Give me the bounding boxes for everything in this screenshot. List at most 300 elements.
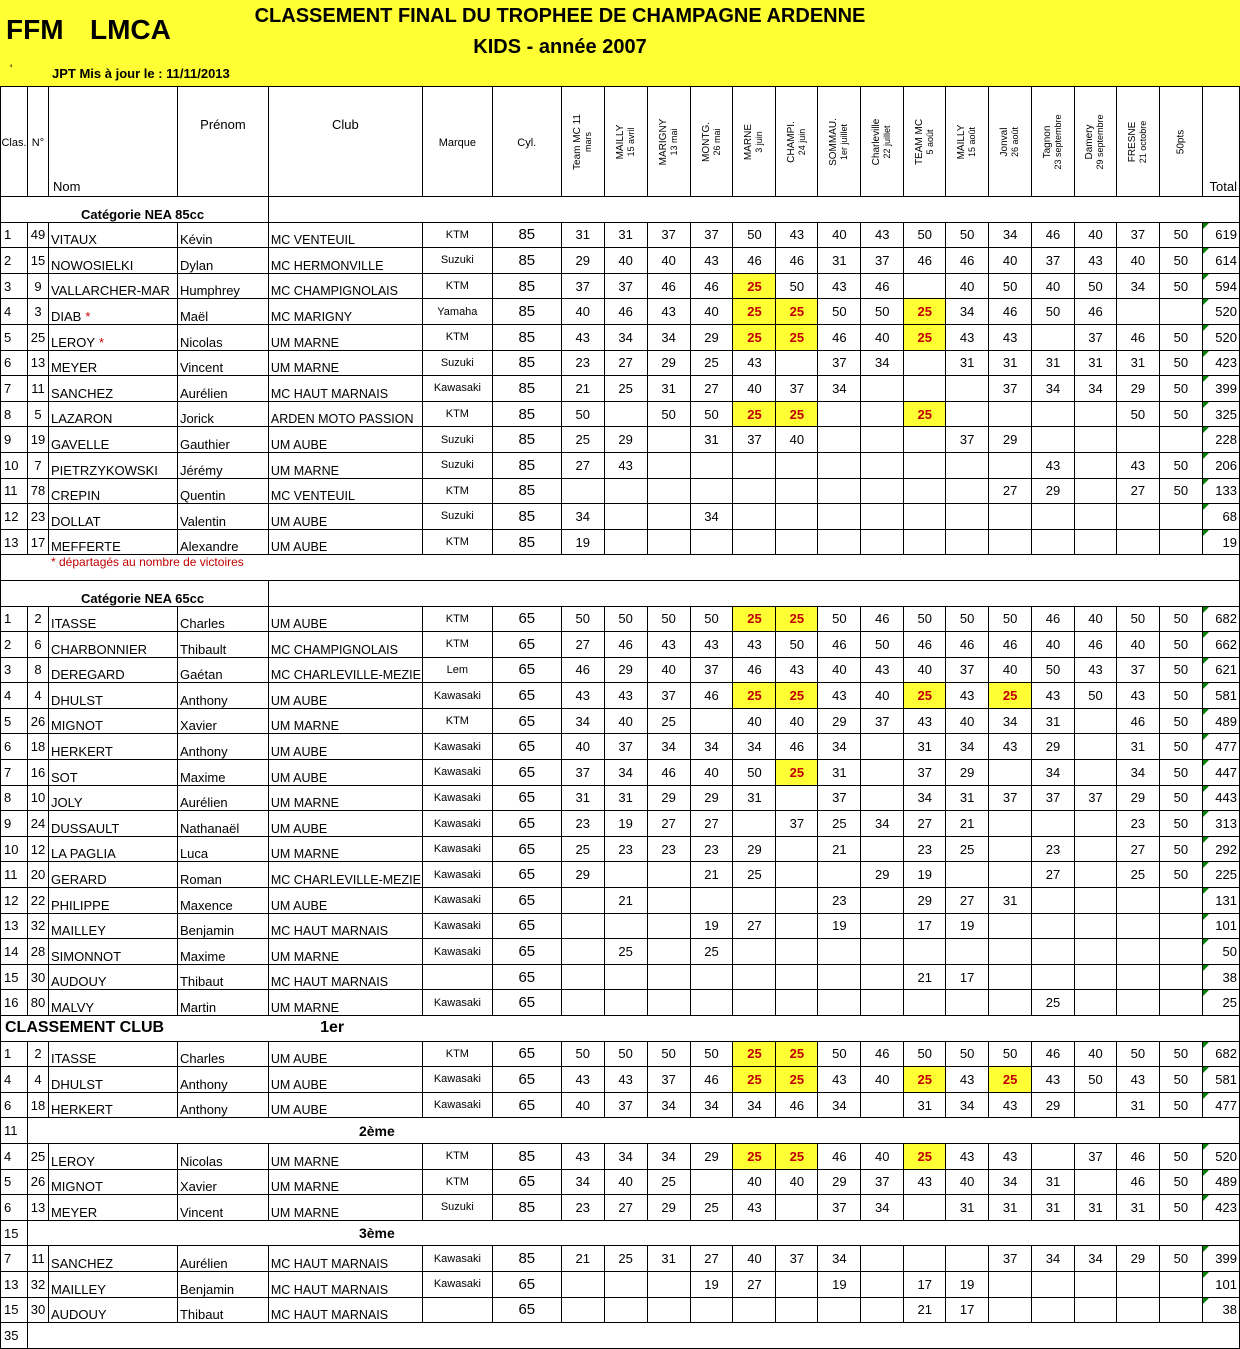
cyl-cell: 85 <box>492 350 561 376</box>
number-cell: 26 <box>27 1169 48 1195</box>
score-cell: 50 <box>690 606 733 632</box>
name-cell <box>48 273 177 299</box>
score-cell: 50 <box>1032 299 1075 325</box>
rider-name: GAVELLE <box>50 436 110 452</box>
score-cell: 34 <box>818 376 861 402</box>
score-cell: 25 <box>776 401 818 427</box>
total-value: 682 <box>1215 611 1237 627</box>
score-cell <box>647 1271 690 1297</box>
score-cell: 31 <box>1032 1195 1075 1221</box>
name-cell <box>48 811 177 837</box>
total-value: 313 <box>1215 816 1237 832</box>
score-cell: 50 <box>1159 1246 1202 1272</box>
total-value: 325 <box>1215 406 1237 422</box>
firstname-cell: Maxime <box>177 760 268 786</box>
flag-icon <box>1203 1298 1209 1304</box>
score-cell: 50 <box>1159 1169 1202 1195</box>
flag-icon <box>1203 888 1209 894</box>
score-cell: 46 <box>647 760 690 786</box>
brand-cell: Yamaha <box>422 299 492 325</box>
score-cell <box>1074 1297 1116 1323</box>
name-cell <box>48 427 177 453</box>
score-cell: 25 <box>776 1067 818 1093</box>
rider-name: DUSSAULT <box>50 820 120 836</box>
table-row <box>1 913 1240 939</box>
firstname-cell: Maxence <box>177 888 268 914</box>
score-cell: 19 <box>818 1271 861 1297</box>
score-cell: 40 <box>1074 222 1116 248</box>
score-cell: 50 <box>904 222 946 248</box>
score-cell: 29 <box>989 427 1032 453</box>
col-event-15: 50pts <box>1159 87 1202 197</box>
score-cell <box>946 376 989 402</box>
score-cell: 25 <box>776 683 818 709</box>
score-cell: 34 <box>861 350 904 376</box>
score-cell: 50 <box>1116 401 1159 427</box>
score-cell: 50 <box>1159 1143 1202 1169</box>
category-row <box>1 197 1240 223</box>
score-cell: 40 <box>733 708 776 734</box>
score-cell: 37 <box>989 376 1032 402</box>
rider-name: CHARBONNIER <box>50 641 148 657</box>
score-cell <box>647 888 690 914</box>
score-cell: 25 <box>733 862 776 888</box>
score-cell <box>733 888 776 914</box>
total-cell <box>1202 1271 1239 1297</box>
score-cell <box>904 1195 946 1221</box>
score-cell: 34 <box>818 1092 861 1118</box>
number-cell: 19 <box>27 427 48 453</box>
col-event-10: MAILLY 15 août <box>946 87 989 197</box>
number-cell: 32 <box>27 913 48 939</box>
total-cell <box>1202 913 1239 939</box>
score-cell: 50 <box>818 299 861 325</box>
score-cell <box>647 427 690 453</box>
score-cell <box>776 478 818 504</box>
score-cell <box>1032 401 1075 427</box>
cyl-cell: 65 <box>492 683 561 709</box>
score-cell: 34 <box>946 1092 989 1118</box>
score-cell: 29 <box>1116 785 1159 811</box>
firstname-cell: Xavier <box>177 708 268 734</box>
col-clas: Clas. <box>1 87 28 197</box>
score-cell <box>1074 862 1116 888</box>
cyl-cell: 65 <box>492 785 561 811</box>
number-cell: 49 <box>27 222 48 248</box>
rank-cell: 1 <box>1 1041 28 1067</box>
score-cell: 31 <box>604 222 647 248</box>
score-cell <box>1074 990 1116 1016</box>
rider-name: GERARD <box>50 872 107 888</box>
rider-name: HERKERT <box>50 1102 113 1118</box>
firstname-cell: Nicolas <box>177 324 268 350</box>
score-cell: 25 <box>904 401 946 427</box>
score-cell: 37 <box>1116 657 1159 683</box>
score-cell <box>861 376 904 402</box>
score-cell: 25 <box>733 324 776 350</box>
table-row <box>1 1067 1240 1093</box>
score-cell <box>946 862 989 888</box>
rank-cell: 12 <box>1 888 28 914</box>
number-cell: 8 <box>27 657 48 683</box>
score-cell <box>861 888 904 914</box>
score-cell: 25 <box>647 708 690 734</box>
score-cell: 25 <box>776 1143 818 1169</box>
rider-name: LAZARON <box>50 411 113 427</box>
cyl-cell: 85 <box>492 452 561 478</box>
firstname-cell: Gauthier <box>177 427 268 453</box>
club-cell: UM AUBE <box>268 1041 422 1067</box>
score-cell: 27 <box>1116 836 1159 862</box>
score-cell: 29 <box>1116 1246 1159 1272</box>
number-cell: 13 <box>27 350 48 376</box>
table-row <box>1 657 1240 683</box>
score-cell: 43 <box>690 632 733 658</box>
score-cell: 34 <box>604 324 647 350</box>
table-row <box>1 760 1240 786</box>
table-row <box>1 273 1240 299</box>
name-cell <box>48 504 177 530</box>
total-cell <box>1202 1067 1239 1093</box>
score-cell <box>690 1169 733 1195</box>
cyl-cell: 85 <box>492 478 561 504</box>
table-row <box>1 350 1240 376</box>
cyl-cell: 85 <box>492 1195 561 1221</box>
score-cell: 25 <box>690 350 733 376</box>
score-cell: 43 <box>1116 683 1159 709</box>
total-value: 520 <box>1215 329 1237 345</box>
score-cell: 29 <box>904 888 946 914</box>
score-cell: 50 <box>1159 760 1202 786</box>
club-cell: MC HAUT MARNAIS <box>268 964 422 990</box>
score-cell: 40 <box>989 248 1032 274</box>
score-cell: 31 <box>647 1246 690 1272</box>
score-cell: 31 <box>561 222 604 248</box>
score-cell: 21 <box>561 376 604 402</box>
table-row <box>1 504 1240 530</box>
brand-cell: Kawasaki <box>422 836 492 862</box>
score-cell: 31 <box>946 785 989 811</box>
name-cell <box>48 888 177 914</box>
score-cell: 43 <box>1032 452 1075 478</box>
flag-icon <box>1203 223 1209 229</box>
number-cell: 18 <box>27 1092 48 1118</box>
lmca-logo-text: LMCA <box>90 14 171 45</box>
cyl-cell: 85 <box>492 504 561 530</box>
score-cell <box>861 990 904 1016</box>
number-cell: 30 <box>27 964 48 990</box>
score-cell: 43 <box>733 1195 776 1221</box>
score-cell <box>647 990 690 1016</box>
score-cell: 50 <box>818 606 861 632</box>
score-cell <box>604 478 647 504</box>
total-cell <box>1202 888 1239 914</box>
table-row <box>1 401 1240 427</box>
score-cell: 43 <box>604 452 647 478</box>
flag-icon <box>1203 658 1209 664</box>
number-cell: 78 <box>27 478 48 504</box>
name-cell <box>48 1297 177 1323</box>
score-cell: 43 <box>561 1067 604 1093</box>
score-cell: 40 <box>647 657 690 683</box>
score-cell <box>1159 939 1202 965</box>
number-cell: 17 <box>27 529 48 555</box>
brand-cell: Kawasaki <box>422 1092 492 1118</box>
score-cell <box>776 862 818 888</box>
rider-name: SOT <box>50 769 78 785</box>
flag-icon <box>1203 607 1209 613</box>
total-value: 38 <box>1222 1302 1237 1318</box>
score-cell <box>861 760 904 786</box>
col-event-6: CHAMPI. 24 juin <box>776 87 818 197</box>
cyl-cell: 65 <box>492 632 561 658</box>
rank-index: 15 <box>1 1220 28 1246</box>
name-cell <box>48 376 177 402</box>
score-cell: 29 <box>1032 478 1075 504</box>
rider-name: DEREGARD <box>50 667 125 683</box>
rank-cell: 11 <box>1 478 28 504</box>
total-cell <box>1202 478 1239 504</box>
table-row <box>1 1143 1240 1169</box>
score-cell: 43 <box>1116 452 1159 478</box>
name-cell <box>48 939 177 965</box>
total-cell <box>1202 529 1239 555</box>
score-cell: 27 <box>561 452 604 478</box>
brand-cell: KTM <box>422 273 492 299</box>
score-cell: 50 <box>989 273 1032 299</box>
score-cell: 43 <box>861 657 904 683</box>
score-cell: 17 <box>904 1271 946 1297</box>
club-cell: UM AUBE <box>268 760 422 786</box>
score-cell: 25 <box>776 606 818 632</box>
score-cell <box>1074 529 1116 555</box>
brand-cell: KTM <box>422 529 492 555</box>
score-cell: 40 <box>1032 273 1075 299</box>
rider-name: PHILIPPE <box>50 897 110 913</box>
score-cell: 37 <box>1032 785 1075 811</box>
score-cell: 25 <box>733 683 776 709</box>
score-cell: 34 <box>561 1169 604 1195</box>
firstname-cell: Aurélien <box>177 1246 268 1272</box>
score-cell <box>989 862 1032 888</box>
table-row <box>1 1195 1240 1221</box>
flag-icon <box>1203 427 1209 433</box>
score-cell <box>1032 888 1075 914</box>
name-cell <box>48 1271 177 1297</box>
brand-cell: Kawasaki <box>422 376 492 402</box>
score-cell <box>561 888 604 914</box>
club-cell: MC CHARLEVILLE-MEZIE <box>268 862 422 888</box>
score-cell: 29 <box>1032 1092 1075 1118</box>
score-cell <box>604 1271 647 1297</box>
flag-icon <box>1203 402 1209 408</box>
flag-icon <box>1203 248 1209 254</box>
total-cell <box>1202 760 1239 786</box>
score-cell: 50 <box>1159 1041 1202 1067</box>
score-cell: 31 <box>989 888 1032 914</box>
score-cell: 46 <box>1074 632 1116 658</box>
score-cell: 50 <box>776 273 818 299</box>
score-cell: 25 <box>1032 990 1075 1016</box>
score-cell: 29 <box>647 785 690 811</box>
score-cell: 50 <box>561 606 604 632</box>
score-cell <box>647 478 690 504</box>
number-cell: 12 <box>27 836 48 862</box>
flag-icon <box>1203 939 1209 945</box>
total-value: 68 <box>1222 508 1237 524</box>
number-cell: 25 <box>27 324 48 350</box>
firstname-cell: Maël <box>177 299 268 325</box>
score-cell: 50 <box>690 401 733 427</box>
total-cell <box>1202 1143 1239 1169</box>
score-cell <box>1159 990 1202 1016</box>
score-cell <box>690 478 733 504</box>
score-cell: 25 <box>776 299 818 325</box>
cyl-cell: 65 <box>492 990 561 1016</box>
club-cell: UM MARNE <box>268 990 422 1016</box>
score-cell: 46 <box>1116 1169 1159 1195</box>
total-cell <box>1202 734 1239 760</box>
brand-cell: Kawasaki <box>422 1067 492 1093</box>
score-cell <box>904 504 946 530</box>
score-cell: 50 <box>561 401 604 427</box>
score-cell <box>1074 1092 1116 1118</box>
rank-cell: 5 <box>1 1169 28 1195</box>
col-event-8: Charleville 22 juillet <box>861 87 904 197</box>
score-cell <box>1032 913 1075 939</box>
score-cell <box>861 939 904 965</box>
score-cell <box>904 350 946 376</box>
score-cell: 43 <box>946 324 989 350</box>
col-num: N° <box>27 87 48 197</box>
score-cell <box>776 836 818 862</box>
score-cell: 31 <box>904 1092 946 1118</box>
rider-name: MIGNOT <box>50 1179 103 1195</box>
score-cell: 31 <box>1116 350 1159 376</box>
score-cell: 40 <box>946 1169 989 1195</box>
score-cell: 31 <box>1116 1195 1159 1221</box>
score-cell: 25 <box>604 376 647 402</box>
club-cell: UM MARNE <box>268 452 422 478</box>
category-row <box>1 580 1240 606</box>
brand-cell: KTM <box>422 222 492 248</box>
score-cell: 17 <box>946 1297 989 1323</box>
col-event-11: Jonval 26 août <box>989 87 1032 197</box>
score-cell: 46 <box>904 248 946 274</box>
club-cell: UM MARNE <box>268 1143 422 1169</box>
score-cell <box>776 1195 818 1221</box>
score-cell: 37 <box>776 376 818 402</box>
name-cell <box>48 913 177 939</box>
score-cell: 34 <box>904 785 946 811</box>
score-cell <box>1116 990 1159 1016</box>
score-cell <box>733 811 776 837</box>
flag-icon <box>1203 734 1209 740</box>
total-value: 443 <box>1215 790 1237 806</box>
total-cell <box>1202 862 1239 888</box>
rider-name: AUDOUY <box>50 1307 107 1323</box>
score-cell <box>1032 529 1075 555</box>
score-cell: 27 <box>561 632 604 658</box>
score-cell: 27 <box>1032 862 1075 888</box>
ranking-table <box>0 86 1240 1349</box>
firstname-cell: Xavier <box>177 1169 268 1195</box>
number-cell: 30 <box>27 1297 48 1323</box>
score-cell: 37 <box>946 427 989 453</box>
score-cell: 25 <box>733 606 776 632</box>
score-cell: 40 <box>861 1067 904 1093</box>
score-cell: 43 <box>647 299 690 325</box>
score-cell <box>776 1297 818 1323</box>
rank-cell: 7 <box>1 760 28 786</box>
flag-icon <box>1203 1246 1209 1252</box>
score-cell: 25 <box>604 1246 647 1272</box>
score-cell <box>561 964 604 990</box>
club-cell: MC HAUT MARNAIS <box>268 913 422 939</box>
firstname-cell: Thibault <box>177 632 268 658</box>
score-cell: 43 <box>733 350 776 376</box>
score-cell: 19 <box>946 1271 989 1297</box>
score-cell: 43 <box>561 324 604 350</box>
brand-cell: KTM <box>422 606 492 632</box>
score-cell: 37 <box>690 657 733 683</box>
cyl-cell: 65 <box>492 1092 561 1118</box>
total-value: 614 <box>1215 252 1237 268</box>
score-cell: 50 <box>1159 1067 1202 1093</box>
score-cell: 46 <box>733 248 776 274</box>
name-cell <box>48 529 177 555</box>
table-row <box>1 990 1240 1016</box>
score-cell <box>1074 1169 1116 1195</box>
score-cell <box>818 478 861 504</box>
score-cell: 50 <box>946 1041 989 1067</box>
number-cell: 4 <box>27 1067 48 1093</box>
score-cell <box>690 708 733 734</box>
flag-icon <box>1203 965 1209 971</box>
name-cell <box>48 734 177 760</box>
score-cell: 34 <box>1032 760 1075 786</box>
brand-cell: Kawasaki <box>422 888 492 914</box>
score-cell: 50 <box>1074 1067 1116 1093</box>
score-cell: 40 <box>561 299 604 325</box>
score-cell: 43 <box>989 1092 1032 1118</box>
rank-3-label: 3ème <box>27 1220 1239 1246</box>
score-cell: 50 <box>1159 376 1202 402</box>
score-cell <box>1159 504 1202 530</box>
score-cell: 46 <box>604 299 647 325</box>
score-cell <box>561 990 604 1016</box>
score-cell <box>861 836 904 862</box>
col-prenom: Prénom <box>177 87 268 197</box>
score-cell: 50 <box>1159 1092 1202 1118</box>
score-cell: 25 <box>561 427 604 453</box>
total-cell <box>1202 324 1239 350</box>
score-cell: 29 <box>861 862 904 888</box>
score-cell: 43 <box>989 734 1032 760</box>
score-cell: 27 <box>946 888 989 914</box>
score-cell: 50 <box>1159 606 1202 632</box>
score-cell <box>946 452 989 478</box>
brand-cell: Kawasaki <box>422 760 492 786</box>
name-cell <box>48 862 177 888</box>
score-cell <box>776 785 818 811</box>
firstname-cell: Luca <box>177 836 268 862</box>
brand-cell: KTM <box>422 708 492 734</box>
total-value: 682 <box>1215 1046 1237 1062</box>
total-cell <box>1202 504 1239 530</box>
table-row <box>1 478 1240 504</box>
score-cell: 40 <box>604 1169 647 1195</box>
